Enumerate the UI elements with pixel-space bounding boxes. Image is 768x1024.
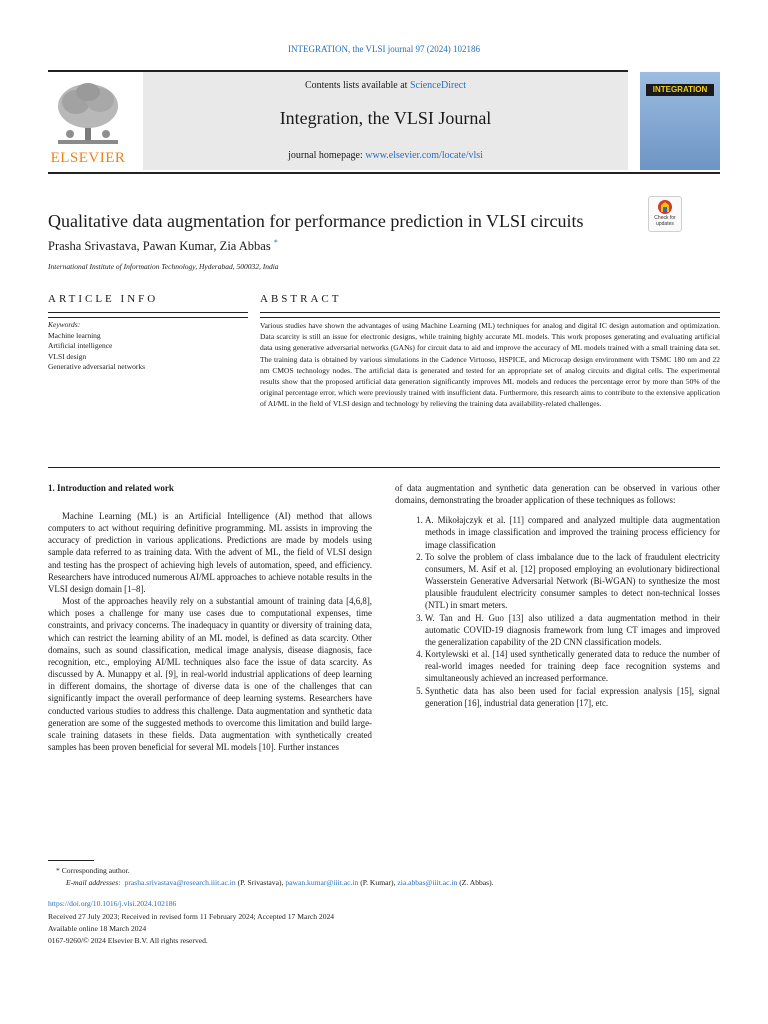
cover-title: INTEGRATION — [652, 85, 708, 94]
updates-label: Check for updates — [654, 215, 676, 227]
received-dates: Received 27 July 2023; Received in revised form 11 February 2024; Accepted 17 March 2024 — [48, 912, 335, 921]
related-work-list — [395, 514, 720, 709]
elsevier-wordmark: ELSEVIER — [50, 150, 126, 166]
article-info-rule-2 — [48, 317, 248, 318]
list-item: 4. Kortylewski et al. [14] used synthetically generated data to reduce the number of real-world images needed for training deep face recognition systems and simultaneously achieved an increased performance. — [425, 648, 720, 684]
list-item: 2. To solve the problem of class imbalance due to the lack of fraudulent electricity consumers, M. Asif et al. [12] proposed employing an evolutionary bidirectional Wasserstein Generative Adversarial Network (Bi-WGAN) to synthesize the most plausible fraudulent electricity consumer samples to detect non-technical losses (NTL) in smart meters. — [425, 551, 720, 612]
email-owner: (P. Kumar), — [360, 878, 396, 887]
journal-citation[interactable]: INTEGRATION, the VLSI journal 97 (2024) 102186 — [287, 44, 481, 54]
left-column — [48, 510, 372, 753]
intro-paragraph-2: Most of the approaches heavily rely on a substantial amount of training data [4,6,8], which poses a challenge for many use cases due to computational expenses, time constraints, and privacy concerns. The inadequacy in quantity or diversity of training data, which can restrict the learning ability of an ML model, is defined as data scarcity. Other domains, such as sound classification, medical image analysis, disease diagnosis, face recognition, etc., employing AI/ML techniques also face the issue of data scarcity. As discussed by A. Munappy et al. [9], in real-world industrial applications of deep learning in different domains, the shortage of diverse data is one of the challenges that can significantly impact the overall performance of deep learning systems. Researchers have conducted various studies to address this challenge. Data augmentation and synthetic data generation are some of the suggested methods to overcome this limitation and build large-scale training datasets in these fields. Data augmentation with synthetically created samples has been proven beneficial for several ML models [10]. Further instances — [48, 596, 372, 752]
email-link[interactable]: zia.abbas@iiit.ac.in — [397, 878, 458, 887]
homepage-link[interactable]: www.elsevier.com/locate/vlsi — [365, 150, 483, 161]
abstract-bottom-rule — [48, 467, 720, 468]
list-item: 3. W. Tan and H. Guo [13] also utilized a data augmentation method in their automatic COVID-19 diagnosis framework from lung CT images and improved the generalization capability of the 2D CNN classification models. — [425, 612, 720, 648]
abstract-text: Various studies have shown the advantages of using Machine Learning (ML) techniques for analog and digital IC design automation and optimization. Data scarcity is still an issue for electronic designs, while training highly accurate ML models. This work proposes generating and evaluating artificial data using generative adversarial networks (GANs) for circuit data to aid and improve the accuracy of ML models trained with a small training data set. The training data is obtained by various simulations in the Cadence Virtuoso, HSPICE, and Microcap design environment with TSMC 180 nm and 22 nm CMOS technology nodes. The artificial data is generated and tested for an appropriate set of analog circuits and digital cells. The experimental results show that the proposed artificial data generation significantly improves ML models and reduces the percentage error by more than 50% of the original percentage error, which were previously trained with insufficient data. Furthermore, this research aims to contribute to the extensive application of AI/ML in the field of VLSI design and technology by relieving the training data availability-related challenges. — [260, 321, 720, 409]
contents-line — [143, 80, 628, 91]
keyword-item: VLSI design — [48, 351, 87, 361]
email-owner: (Z. Abbas). — [459, 878, 494, 887]
email-addresses — [66, 878, 494, 888]
abstract-rule — [260, 312, 720, 313]
article-info-heading: ARTICLE INFO — [48, 293, 159, 305]
email-link[interactable]: pawan.kumar@iiit.ac.in — [285, 878, 359, 887]
copyright-notice: 0167-9260/© 2024 Elsevier B.V. All rights reserved. — [48, 936, 208, 945]
header-bottom-rule — [48, 172, 720, 174]
check-for-updates-badge[interactable] — [648, 196, 682, 232]
sciencedirect-link[interactable]: ScienceDirect — [409, 80, 467, 91]
abstract-heading: ABSTRACT — [260, 293, 342, 305]
email-owner: (P. Srivastava), — [237, 878, 284, 887]
list-item: 1. A. Mikołajczyk et al. [11] compared and analyzed multiple data augmentation methods in image classification and improved the training process efficiency for image classification — [425, 514, 720, 550]
keywords-label: Keywords: — [48, 320, 81, 329]
journal-homepage — [143, 150, 628, 161]
journal-cover-image[interactable] — [640, 72, 720, 170]
keyword-item: Generative adversarial networks — [48, 362, 146, 371]
keyword-item: Artificial intelligence — [48, 341, 113, 350]
updates-icon — [657, 199, 673, 215]
doi-link[interactable]: https://doi.org/10.1016/j.vlsi.2024.102186 — [48, 899, 177, 908]
author-list — [48, 238, 278, 254]
keyword-item: Machine learning — [48, 330, 101, 340]
email-link[interactable]: prasha.srivastava@research.iiit.ac.in — [124, 878, 236, 887]
contents-prefix: Contents lists available at — [304, 80, 410, 91]
right-column — [395, 482, 720, 709]
journal-title: Integration, the VLSI Journal — [279, 108, 492, 128]
footnote-rule — [48, 860, 94, 861]
section-heading-intro: 1. Introduction and related work — [48, 483, 174, 493]
paper-title: Qualitative data augmentation for performance prediction in VLSI circuits — [48, 211, 584, 231]
author-names: Prasha Srivastava, Pawan Kumar, Zia Abbas — [48, 239, 271, 254]
available-online-date: Available online 18 March 2024 — [48, 924, 147, 933]
abstract-rule-2 — [260, 317, 720, 318]
list-item: 5. Synthetic data has also been used for facial expression analysis [15], signal generation [16], industrial data generation [17], etc. — [425, 685, 720, 709]
article-info-rule — [48, 312, 248, 313]
intro-paragraph-3: of data augmentation and synthetic data generation can be observed in various other domains, demonstrating the broader application of these techniques as follows: — [395, 483, 720, 506]
keywords-block — [48, 320, 248, 373]
affiliation: International Institute of Information Technology, Hyderabad, 500032, India — [48, 262, 279, 271]
corresponding-author-mark[interactable]: * — [273, 238, 278, 247]
homepage-prefix: journal homepage: — [288, 150, 366, 161]
corresponding-author-note: * Corresponding author. — [56, 866, 130, 875]
email-label: E-mail addresses: — [66, 878, 121, 887]
intro-paragraph-1: Machine Learning (ML) is an Artificial Intelligence (AI) method that allows computers to act without requiring definitive programming. ML assists in improving the accuracy of prediction in various applications. Predictions are made by models using sample data referred to as training data. With the advent of ML, the field of VLSI design and testing has the prospect of achieving high levels of automation, speed, and efficiency. Researchers have introduced numerous AI/ML approaches to achieve notable results in the VLSI design domain [1–8]. — [48, 511, 372, 594]
